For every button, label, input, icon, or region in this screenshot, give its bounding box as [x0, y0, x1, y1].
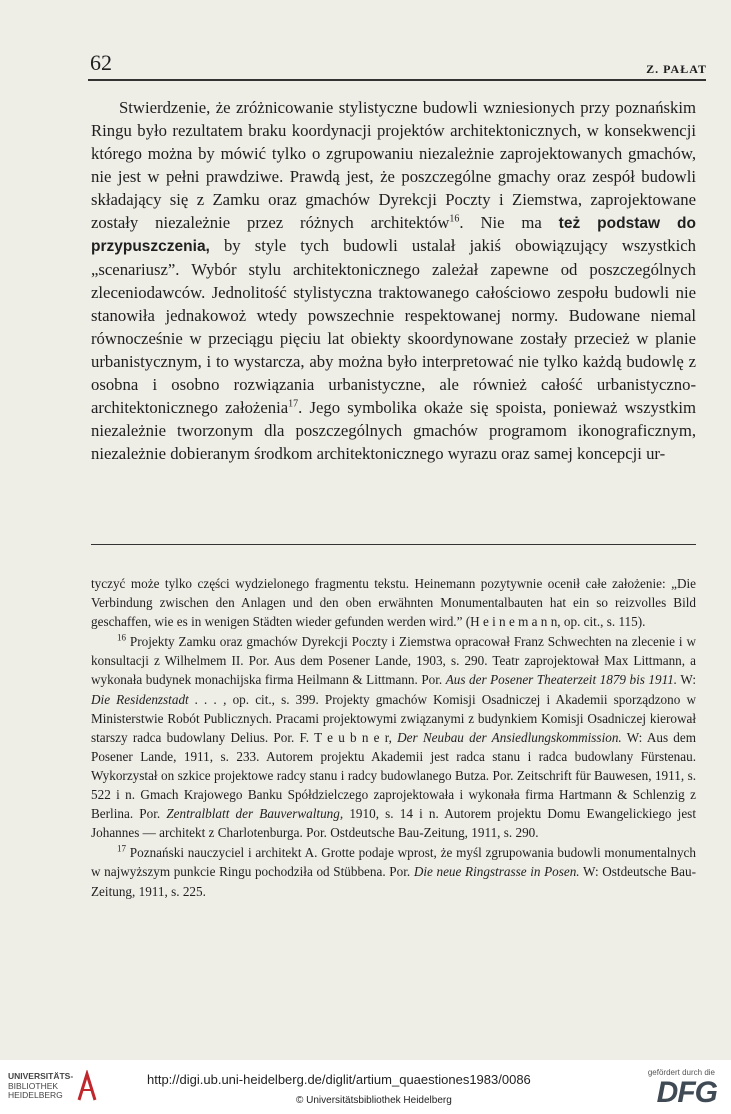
main-paragraph: Stwierdzenie, że zróżnicowanie stylistyczne budowli wzniesionych przy poznańskim Ringu było rezultatem braku koordynacji projektów architektonicznych, w konsekwencji którego można by mówić tylko o zgrupowaniu niezależnie zaprojektowanych gmachów, nie jest w pełni prawdziwe. Prawdą jest, że poszczególne gmachy oraz zespół budowli składający się z Zamku oraz gmachów Dyrekcji Poczty i Ziemstwa, zaprojektowane zostały niezależnie przez różnych architektów$^{16}$. Nie ma też podstaw do przypuszczenia, by style tych budowli ustalał jakiś obowiązujący wszystkich „scenariusz”. Wybór stylu architektonicznego zależał zapewne od poszczególnych zleceniodawców. Jednolitość stylistyczna traktowanego całościowo zespołu budowli nie stanowiła jednakowoż wtedy powszechnie respektowanej normy. Budowane niemal równocześnie w przeciągu pięciu lat obiekty skoordynowane zostały przecież w planie urbanistycznym, i to wystarcza, aby można było interpretować nie tylko każdą budowlę z osobna i osobno rozwiązania urbanistyczne, ale również całość urbanistyczno-architektonicznego założenia$^{17}$. Jego symbolika okaże się spoista, ponieważ wszystkim niezależnie tworzonym dla poszczególnych gmachów programom ikonograficznym, niezależnie dobieranym środkom architektonicznego wyrazu oraz samej koncepcji ur-	[91, 98, 696, 463]
copyright-notice: © Universitätsbibliothek Heidelberg	[296, 1095, 452, 1106]
library-name: UNIVERSITÄTS- BIBLIOTHEK HEIDELBERG	[8, 1071, 74, 1100]
footnote-17: $^{17}$ Poznański nauczyciel i architekt A. Grotte podaje wprost, że myśl zgrupowania budowli monumentalnych w najwyższym punkcie Ringu pochodziła od Stübbena. Por. Die neue Ringstrasse in Posen. W: Ostdeutsche Bau-Zeitung, 1911, s. 225.	[91, 843, 696, 899]
footnotes	[91, 574, 696, 902]
bold-phrase: też podstaw do przypuszczenia,	[91, 214, 696, 256]
dfg-logo: DFG	[656, 1076, 717, 1109]
footnote-ref-16: 16	[449, 212, 460, 224]
page-number: 62	[90, 50, 112, 75]
permalink-url[interactable]: http://digi.ub.uni-heidelberg.de/diglit/artium_quaestiones1983/0086	[147, 1072, 531, 1087]
footnote-rule	[91, 544, 696, 545]
footnote-16: $^{16}$ Projekty Zamku oraz gmachów Dyrekcji Poczty i Ziemstwa opracował Franz Schwechten na zlecenie i w konsultacji z Wilhelmem II. Por. Aus dem Posener Lande, 1903, s. 290. Teatr zaprojektował Max Littmann, a wykonała budynek monachijska firma Heilmann & Littmann. Por. Aus der Posener Theaterzeit 1879 bis 1911. W: Die Residenzstadt . . . , op. cit., s. 399. Projekty gmachów Komisji Osadniczej i Akademii sporządzono w Ministerstwie Robót Publicznych. Pracami projektowymi związanymi z budynkiem Komisji Osadniczej kierował starszy radca budowlany Delius. Por. F. T e u b n e r, Der Neubau der Ansiedlungskommission. W: Aus dem Posener Lande, 1911, s. 233. Autorem projektu Akademii jest radca stanu i radca budowlany Fürstenau. Wykorzystał on szkice projektowe radcy stanu i radcy budowlanego Butza. Por. Zeitschrift für Bauwesen, 1911, s. 522 i n. Gmach Krajowego Banku Spółdzielczego zaprojektowała i wykonała firma Hartmann & Schlenzig z Berlina. Por. Zentralblatt der Bauverwaltung, 1910, s. 14 i n. Autorem projektu Domu Ewangelickiego jest Johannes — architekt z Charlotenburga. Por. Ostdeutsche Bau-Zeitung, 1911, s. 290.	[91, 632, 697, 841]
footer-bar	[0, 1060, 731, 1114]
main-text	[91, 97, 696, 466]
footnote-ref-17: 17	[288, 398, 299, 410]
running-head: Z. PAŁAT	[646, 62, 707, 76]
footnote-continuation: tyczyć może tylko części wydzielonego fragmentu tekstu. Heinemann pozytywnie ocenił całe założenie: „Die Verbindung zwischen den Anlagen und den oben erwähnten Monumentalbauten hat ein so reizvolles Bild geschaffen, wie es in wenigen Städten wieder gefunden werden wird.” (H e i n e m a n n, op. cit., s. 115).	[91, 576, 696, 630]
funding-label: gefördert durch die	[647, 1068, 715, 1077]
header-rule	[88, 79, 706, 81]
university-logo-icon	[75, 1070, 99, 1102]
